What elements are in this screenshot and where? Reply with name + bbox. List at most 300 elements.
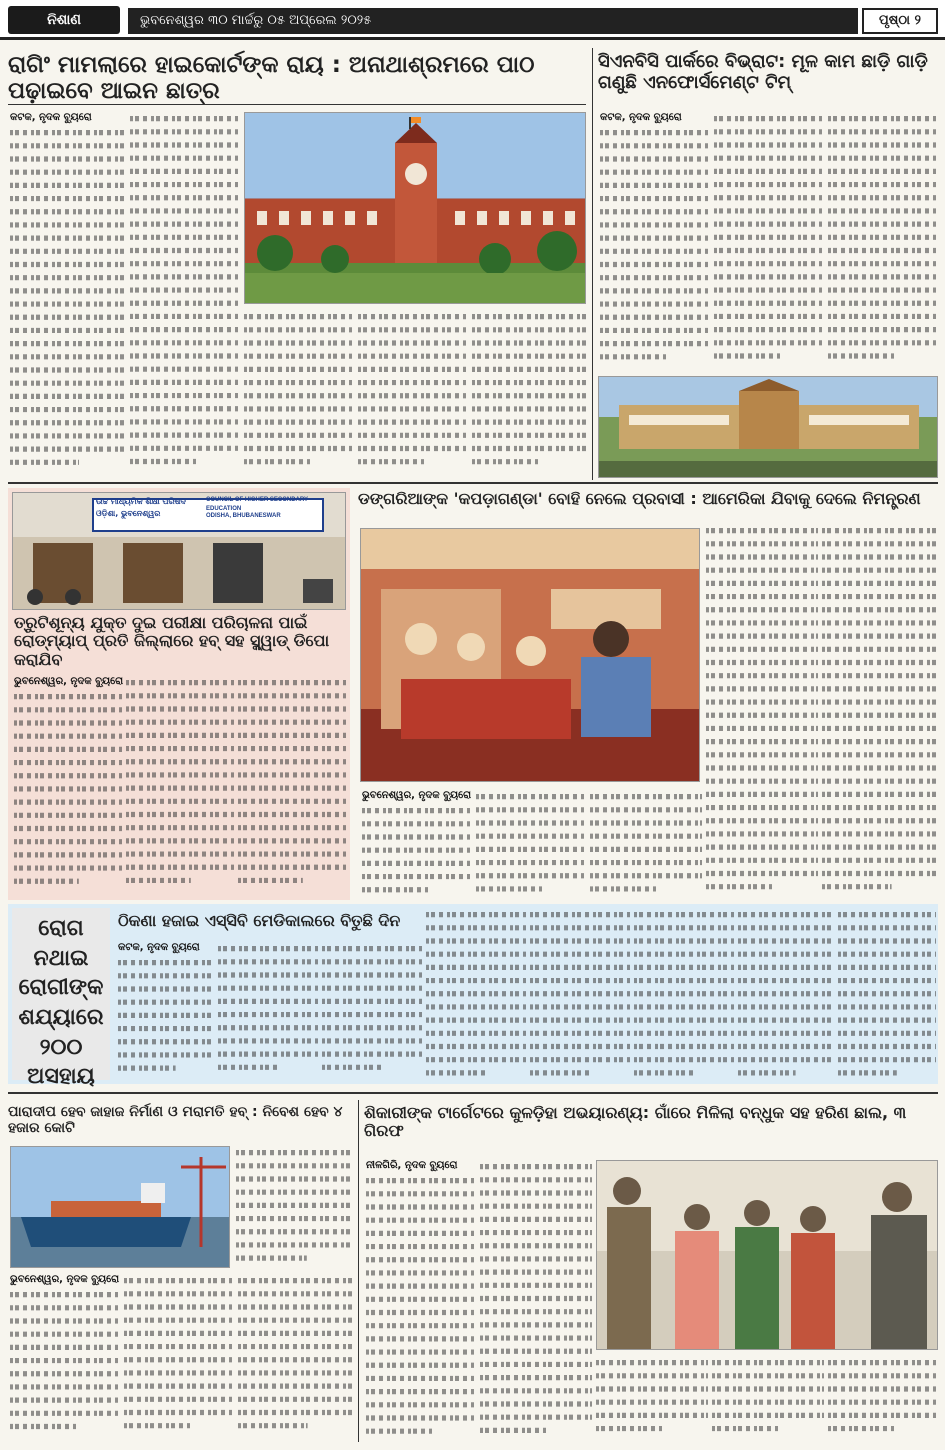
text-line: [822, 564, 938, 577]
text-line: [712, 1382, 824, 1395]
text-line: [14, 782, 122, 795]
text-line: [130, 429, 240, 442]
text-line: [634, 961, 734, 974]
text-line: [124, 1327, 234, 1340]
text-line: [838, 974, 936, 987]
paradip-col-3: [238, 1274, 354, 1442]
text-line: [124, 1393, 234, 1406]
text-line: [706, 564, 818, 577]
text-line: [126, 847, 234, 860]
text-line: [236, 1146, 354, 1159]
text-line: [238, 676, 346, 689]
text-line: [14, 703, 122, 716]
text-line: [828, 257, 938, 270]
page-number: ପୃଷ୍ଠା ୨: [862, 8, 938, 34]
text-line: [126, 689, 234, 702]
text-line: [244, 376, 354, 389]
text-line: [714, 138, 824, 151]
text-line: [838, 934, 936, 947]
text-line: [10, 377, 125, 390]
poachers-col-1: [366, 1174, 476, 1442]
text-line: [366, 1332, 476, 1345]
text-line: [828, 270, 938, 283]
text-line: [10, 403, 125, 416]
text-line: [218, 968, 318, 981]
text-line: [358, 429, 468, 442]
text-line: [426, 948, 526, 961]
text-line: [822, 643, 938, 656]
text-line: [600, 337, 710, 350]
text-line: [218, 995, 318, 1008]
text-line: [118, 1035, 214, 1048]
text-line: [480, 1384, 592, 1397]
text-line: [130, 283, 240, 296]
text-line: [130, 455, 196, 468]
text-line: [10, 416, 125, 429]
text-line: [472, 350, 586, 363]
cbci-col-2: [714, 112, 824, 370]
text-line: [244, 442, 354, 455]
text-line: [738, 1066, 796, 1079]
text-line: [828, 349, 894, 362]
text-line: [714, 283, 824, 296]
text-line: [426, 1027, 526, 1040]
text-line: [590, 830, 702, 843]
text-line: [828, 218, 938, 231]
text-line: [480, 1358, 592, 1371]
text-line: [238, 795, 346, 808]
text-line: [828, 283, 938, 296]
text-line: [358, 376, 468, 389]
text-line: [600, 311, 710, 324]
text-line: [426, 1000, 526, 1013]
text-line: [828, 1396, 938, 1409]
text-line: [738, 921, 834, 934]
text-line: [366, 1214, 476, 1227]
text-line: [822, 550, 938, 563]
text-line: [218, 1034, 318, 1047]
text-line: [238, 1340, 354, 1353]
text-line: [14, 756, 122, 769]
text-line: [130, 363, 240, 376]
text-line: [822, 577, 938, 590]
text-line: [426, 961, 526, 974]
text-line: [596, 1369, 708, 1382]
text-line: [124, 1287, 234, 1300]
text-line: [828, 165, 938, 178]
text-line: [706, 709, 818, 722]
text-line: [366, 1253, 476, 1266]
text-line: [10, 126, 125, 139]
text-line: [480, 1424, 547, 1437]
text-line: [130, 204, 240, 217]
ragging-col-2: [130, 112, 240, 478]
text-line: [322, 995, 422, 1008]
text-line: [426, 1066, 486, 1079]
text-line: [358, 402, 468, 415]
text-line: [366, 1280, 476, 1293]
dongria-byline: ଭୁବନେଶ୍ୱର, ନୃଦକ ବ୍ୟୁରୋ: [362, 790, 472, 801]
chse-sign-en-2: ODISHA, BHUBANESWAR: [206, 513, 281, 519]
paradip-byline: ଭୁବନେଶ୍ୱର, ନୃଦକ ବ୍ୟୁରୋ: [10, 1274, 120, 1285]
text-line: [822, 854, 938, 867]
text-line: [244, 363, 354, 376]
text-line: [130, 349, 240, 362]
dongria-col-1: [362, 804, 472, 900]
text-line: [530, 1027, 630, 1040]
text-line: [706, 695, 818, 708]
text-line: [362, 817, 472, 830]
text-line: [634, 1040, 734, 1053]
text-line: [530, 974, 630, 987]
text-line: [596, 1409, 708, 1422]
text-line: [126, 821, 234, 834]
text-line: [358, 455, 424, 468]
text-line: [706, 550, 818, 563]
ragging-headline: ରାଗିଂ ମାମଲାରେ ହାଇକୋର୍ଟଙ୍କ ରାୟ : ଅନାଥାଶ୍ରମରେ ପାଠ ପଢ଼ାଇବେ ଆଇନ ଛାତ୍ର: [8, 52, 535, 105]
chse-sign-odia-2: ଓଡ଼ିଶା, ଭୁବନେଶ୍ୱର: [96, 509, 161, 518]
high-court-illustration: [245, 113, 586, 304]
text-line: [322, 1048, 422, 1061]
dongria-illustration: [361, 529, 700, 782]
text-line: [480, 1318, 592, 1331]
text-line: [366, 1319, 476, 1332]
text-line: [130, 125, 240, 138]
ragging-col-3: [244, 310, 354, 478]
text-line: [822, 788, 938, 801]
dongria-col-5: [822, 524, 938, 900]
section-divider: [8, 482, 938, 484]
text-line: [706, 841, 818, 854]
text-line: [634, 1000, 734, 1013]
text-line: [10, 271, 125, 284]
text-line: [362, 830, 472, 843]
text-line: [322, 955, 422, 968]
text-line: [476, 803, 586, 816]
text-line: [366, 1240, 476, 1253]
text-line: [706, 880, 773, 893]
text-line: [124, 1406, 234, 1419]
text-line: [590, 816, 702, 829]
text-line: [472, 376, 586, 389]
text-line: [244, 429, 354, 442]
dongria-photo: [360, 528, 700, 782]
text-line: [828, 1409, 938, 1422]
text-line: [480, 1279, 592, 1292]
text-line: [714, 191, 824, 204]
dongria-col-4: [706, 524, 818, 900]
text-line: [712, 1396, 824, 1409]
cbci-col-1: [600, 126, 710, 370]
text-line: [126, 702, 234, 715]
text-line: [828, 323, 938, 336]
text-line: [10, 179, 125, 192]
medical-col-6: [634, 908, 734, 1080]
text-line: [238, 1406, 354, 1419]
text-line: [828, 178, 938, 191]
medical-col-7: [738, 908, 834, 1080]
text-line: [480, 1305, 592, 1318]
text-line: [10, 166, 125, 179]
text-line: [366, 1398, 476, 1411]
text-line: [706, 577, 818, 590]
medical-col-3: [322, 942, 422, 1080]
text-line: [10, 1288, 120, 1301]
poachers-col-4: [712, 1356, 824, 1442]
text-line: [590, 856, 702, 869]
text-line: [480, 1213, 592, 1226]
text-line: [130, 178, 240, 191]
text-line: [130, 257, 240, 270]
text-line: [118, 1062, 176, 1075]
text-line: [476, 869, 586, 882]
text-line: [822, 524, 938, 537]
text-line: [530, 961, 630, 974]
text-line: [838, 948, 936, 961]
text-line: [480, 1397, 592, 1410]
text-line: [244, 310, 354, 323]
text-line: [130, 442, 240, 455]
text-line: [130, 218, 240, 231]
text-line: [124, 1300, 234, 1313]
text-line: [822, 775, 938, 788]
text-line: [822, 761, 938, 774]
dongria-headline: ଡଙ୍ଗରିଆଙ୍କ 'କପଡ଼ାଗଣ୍ଡା' ବୋହି ନେଲେ ପ୍ରବାସୀ : ଆମେରିକା ଯିବାକୁ ଦେଲେ ନିମନ୍ତ୍ରଣ: [358, 489, 921, 508]
text-line: [218, 942, 318, 955]
text-line: [480, 1292, 592, 1305]
text-line: [130, 152, 240, 165]
high-court-photo: [244, 112, 586, 304]
arrested-men-photo: [596, 1160, 938, 1350]
text-line: [236, 1186, 354, 1199]
text-line: [322, 968, 422, 981]
text-line: [828, 310, 938, 323]
text-line: [126, 834, 234, 847]
ship-illustration: [11, 1147, 230, 1268]
text-line: [706, 748, 818, 761]
park-illustration: [599, 377, 938, 478]
text-line: [600, 152, 710, 165]
text-line: [714, 178, 824, 191]
text-line: [822, 867, 938, 880]
text-line: [14, 730, 122, 743]
text-line: [126, 676, 234, 689]
text-line: [706, 827, 818, 840]
text-line: [322, 942, 422, 955]
text-line: [714, 349, 780, 362]
text-line: [596, 1356, 708, 1369]
text-line: [590, 882, 657, 895]
text-line: [530, 921, 630, 934]
text-line: [838, 1000, 936, 1013]
ragging-col-4: [358, 310, 468, 478]
text-line: [822, 695, 938, 708]
text-line: [596, 1382, 708, 1395]
text-line: [10, 311, 125, 324]
text-line: [10, 390, 125, 403]
text-line: [358, 416, 468, 429]
paradip-col-1: [10, 1288, 120, 1442]
text-line: [590, 869, 702, 882]
text-line: [358, 336, 468, 349]
text-line: [738, 961, 834, 974]
text-line: [14, 835, 122, 848]
text-line: [634, 948, 734, 961]
text-line: [476, 816, 586, 829]
text-line: [244, 455, 310, 468]
text-line: [126, 808, 234, 821]
text-line: [706, 801, 818, 814]
text-line: [218, 1061, 278, 1074]
text-line: [634, 908, 734, 921]
text-line: [706, 524, 818, 537]
text-line: [472, 389, 586, 402]
text-line: [706, 603, 818, 616]
poachers-headline: ଶିକାରୀଙ୍କ ଟାର୍ଗେଟରେ କୁଳଡ଼ିହା ଅଭୟାରଣ୍ୟ: ଗାଁରେ ମିଳିଲା ବନ୍ଧୁକ ସହ ହରିଣ ଛାଲ, ୩ ଗିରଫ: [364, 1103, 907, 1141]
text-line: [600, 324, 710, 337]
text-line: [712, 1422, 779, 1435]
text-line: [358, 350, 468, 363]
medical-col-8: [838, 908, 936, 1080]
text-line: [130, 244, 240, 257]
text-line: [472, 323, 586, 336]
text-line: [838, 1040, 936, 1053]
text-line: [480, 1252, 592, 1265]
text-line: [10, 1314, 120, 1327]
text-line: [238, 874, 303, 887]
text-line: [828, 244, 938, 257]
chse-sign-odia-1: ଉଚ୍ଚ ମାଧ୍ୟମିକ ଶିକ୍ଷା ପରିଷଦ: [96, 497, 186, 506]
text-line: [14, 848, 122, 861]
text-line: [480, 1345, 592, 1358]
text-line: [838, 1014, 936, 1027]
text-line: [714, 310, 824, 323]
text-line: [244, 336, 354, 349]
text-line: [10, 152, 125, 165]
text-line: [14, 796, 122, 809]
text-line: [130, 138, 240, 151]
text-line: [124, 1340, 234, 1353]
text-line: [366, 1306, 476, 1319]
text-line: [362, 804, 472, 817]
paradip-col-top: [236, 1146, 354, 1268]
text-line: [238, 834, 346, 847]
text-line: [10, 218, 125, 231]
text-line: [838, 987, 936, 1000]
text-line: [14, 769, 122, 782]
text-line: [124, 1314, 234, 1327]
text-line: [238, 1287, 354, 1300]
text-line: [738, 1014, 834, 1027]
text-line: [126, 755, 234, 768]
text-line: [530, 1053, 630, 1066]
text-line: [218, 955, 318, 968]
text-line: [828, 1369, 938, 1382]
text-line: [130, 231, 240, 244]
ragging-byline: କଟକ, ନୃଦକ ବ୍ୟୁରୋ: [10, 112, 92, 123]
text-line: [426, 921, 526, 934]
text-line: [706, 656, 818, 669]
text-line: [236, 1238, 354, 1251]
text-line: [480, 1173, 592, 1186]
text-line: [126, 874, 191, 887]
exam-headline: ତ୍ରୁଟିଶୂନ୍ୟ ଯୁକ୍ତ ଦୁଇ ପରୀକ୍ଷା ପରିଚାଳନା ପାଇଁ ରୋଡ୍‌ମ୍ୟାପ୍ ପ୍ରତି ଜିଲ୍ଲାରେ ହବ୍ ସହ ସ୍କ୍ୱାଡ୍ ଡିପୋ କରାଯିବ: [14, 613, 330, 669]
text-line: [366, 1266, 476, 1279]
text-line: [118, 1022, 214, 1035]
text-line: [480, 1186, 592, 1199]
text-line: [530, 1040, 630, 1053]
text-line: [10, 443, 125, 456]
text-line: [472, 310, 586, 323]
text-line: [426, 1014, 526, 1027]
text-line: [10, 245, 125, 258]
text-line: [118, 1048, 214, 1061]
text-line: [822, 630, 938, 643]
text-line: [634, 1014, 734, 1027]
text-line: [358, 442, 468, 455]
text-line: [476, 830, 586, 843]
text-line: [600, 232, 710, 245]
text-line: [476, 856, 586, 869]
text-line: [238, 1274, 354, 1287]
text-line: [714, 270, 824, 283]
text-line: [738, 974, 834, 987]
text-line: [828, 1422, 894, 1435]
text-line: [706, 775, 818, 788]
text-line: [236, 1225, 354, 1238]
text-line: [130, 415, 240, 428]
text-line: [634, 974, 734, 987]
text-line: [706, 854, 818, 867]
medical-byline: କଟକ, ନୃଦକ ବ୍ୟୁରୋ: [118, 942, 200, 953]
text-line: [126, 742, 234, 755]
text-line: [828, 112, 938, 125]
text-line: [366, 1174, 476, 1187]
text-line: [714, 218, 824, 231]
text-line: [10, 1354, 120, 1367]
divider: [8, 104, 586, 105]
text-line: [130, 402, 240, 415]
text-line: [706, 643, 818, 656]
text-line: [10, 192, 125, 205]
text-line: [822, 603, 938, 616]
text-line: [14, 743, 122, 756]
text-line: [822, 722, 938, 735]
text-line: [822, 616, 938, 629]
text-line: [10, 337, 125, 350]
dongria-col-2: [476, 790, 586, 900]
text-line: [476, 790, 586, 803]
text-line: [738, 908, 834, 921]
text-line: [596, 1422, 663, 1435]
text-line: [822, 735, 938, 748]
text-line: [634, 934, 734, 947]
text-line: [238, 821, 346, 834]
text-line: [10, 1420, 76, 1433]
text-line: [426, 1053, 526, 1066]
text-line: [472, 363, 586, 376]
text-line: [712, 1369, 824, 1382]
text-line: [476, 843, 586, 856]
text-line: [218, 1048, 318, 1061]
text-line: [738, 934, 834, 947]
text-line: [530, 948, 630, 961]
text-line: [238, 808, 346, 821]
text-line: [600, 271, 710, 284]
text-line: [14, 690, 122, 703]
text-line: [828, 204, 938, 217]
cbci-byline: କଟକ, ନୃଦକ ବ୍ୟୁରୋ: [600, 112, 682, 123]
